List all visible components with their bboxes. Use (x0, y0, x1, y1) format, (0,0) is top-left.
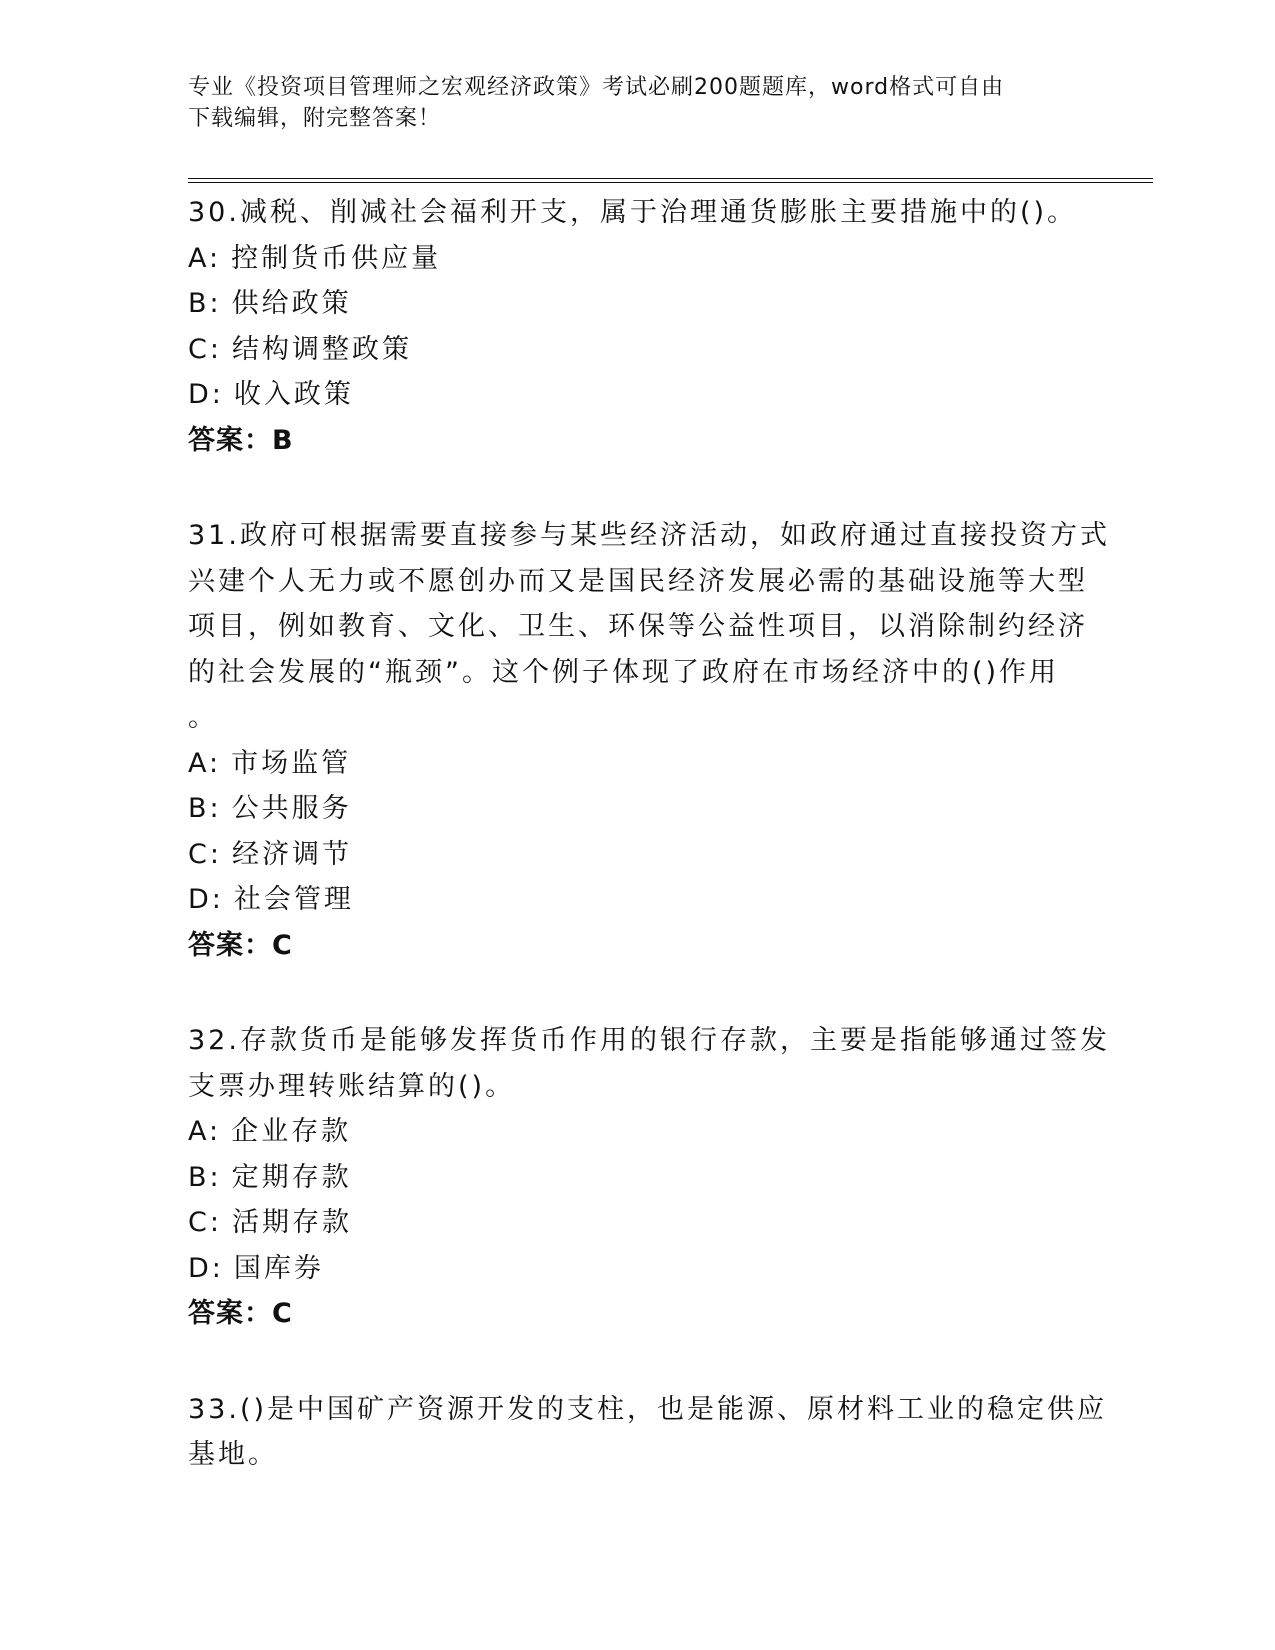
option-key: A: (188, 1116, 222, 1147)
answer: 答案：C (188, 1298, 293, 1329)
question-text: 支票办理转账结算的()。 (188, 1070, 516, 1102)
answer: 答案：C (188, 929, 293, 961)
header-divider (188, 182, 1153, 183)
question-text: 。 (188, 702, 218, 733)
header-line: 下载编辑，附完整答案！ (188, 106, 442, 131)
option-a (188, 236, 1078, 282)
question-30 (188, 190, 1078, 463)
option-text: 国库券 (233, 1252, 324, 1284)
option-d (188, 1246, 1078, 1292)
option-b (188, 786, 1078, 832)
question-33 (188, 1387, 1108, 1478)
option-text: 结构调整政策 (231, 333, 412, 365)
document-header (188, 72, 1068, 134)
question-text: 33.()是中国矿产资源开发的支柱，也是能源、原材料工业的稳定供应 (188, 1393, 1108, 1425)
option-key: C: (188, 838, 222, 870)
option-text: 活期存款 (231, 1207, 352, 1238)
option-text: 定期存款 (231, 1161, 352, 1193)
option-key: B: (188, 288, 222, 319)
option-text: 供给政策 (231, 288, 352, 319)
option-text: 公共服务 (231, 793, 352, 824)
option-key: C: (188, 1207, 222, 1238)
question-32 (188, 1018, 1110, 1337)
option-a (188, 741, 1078, 787)
option-c (188, 327, 1078, 373)
option-text: 收入政策 (233, 379, 354, 410)
option-d (188, 877, 1078, 923)
option-text: 企业存款 (231, 1116, 352, 1147)
option-text: 市场监管 (231, 747, 352, 779)
option-text: 经济调节 (231, 838, 352, 870)
option-key: D: (188, 379, 224, 410)
option-key: A: (188, 242, 222, 274)
header-line: 专业《投资项目管理师之宏观经济政策》考试必刷200题题库，word格式可自由 (188, 75, 1005, 100)
option-key: B: (188, 793, 222, 824)
question-text: 的社会发展的“瓶颈”。这个例子体现了政府在市场经济中的()作用 (188, 656, 1060, 688)
option-text: 社会管理 (233, 884, 354, 915)
question-text: 30.减税、削减社会福利开支，属于治理通货膨胀主要措施中的()。 (188, 197, 1078, 228)
option-key: B: (188, 1161, 222, 1193)
option-b (188, 281, 1078, 327)
option-b (188, 1155, 1078, 1201)
question-text: 项目，例如教育、文化、卫生、环保等公益性项目，以消除制约经济 (188, 611, 1088, 642)
option-key: A: (188, 747, 222, 779)
option-text: 控制货币供应量 (231, 242, 442, 274)
question-text: 32.存款货币是能够发挥货币作用的银行存款，主要是指能够通过签发 (188, 1025, 1110, 1056)
question-text: 基地。 (188, 1439, 278, 1470)
option-c (188, 1200, 1078, 1246)
option-key: D: (188, 1252, 224, 1284)
option-key: C: (188, 333, 222, 365)
option-key: D: (188, 884, 224, 915)
option-d (188, 372, 1078, 418)
question-text: 31.政府可根据需要直接参与某些经济活动，如政府通过直接投资方式 (188, 520, 1110, 551)
option-a (188, 1109, 1078, 1155)
question-text: 兴建个人无力或不愿创办而又是国民经济发展必需的基础设施等大型 (188, 565, 1088, 597)
question-list (188, 190, 1110, 1528)
answer: 答案：B (188, 424, 294, 456)
question-31 (188, 513, 1110, 968)
header-divider (188, 178, 1153, 179)
option-c (188, 832, 1078, 878)
